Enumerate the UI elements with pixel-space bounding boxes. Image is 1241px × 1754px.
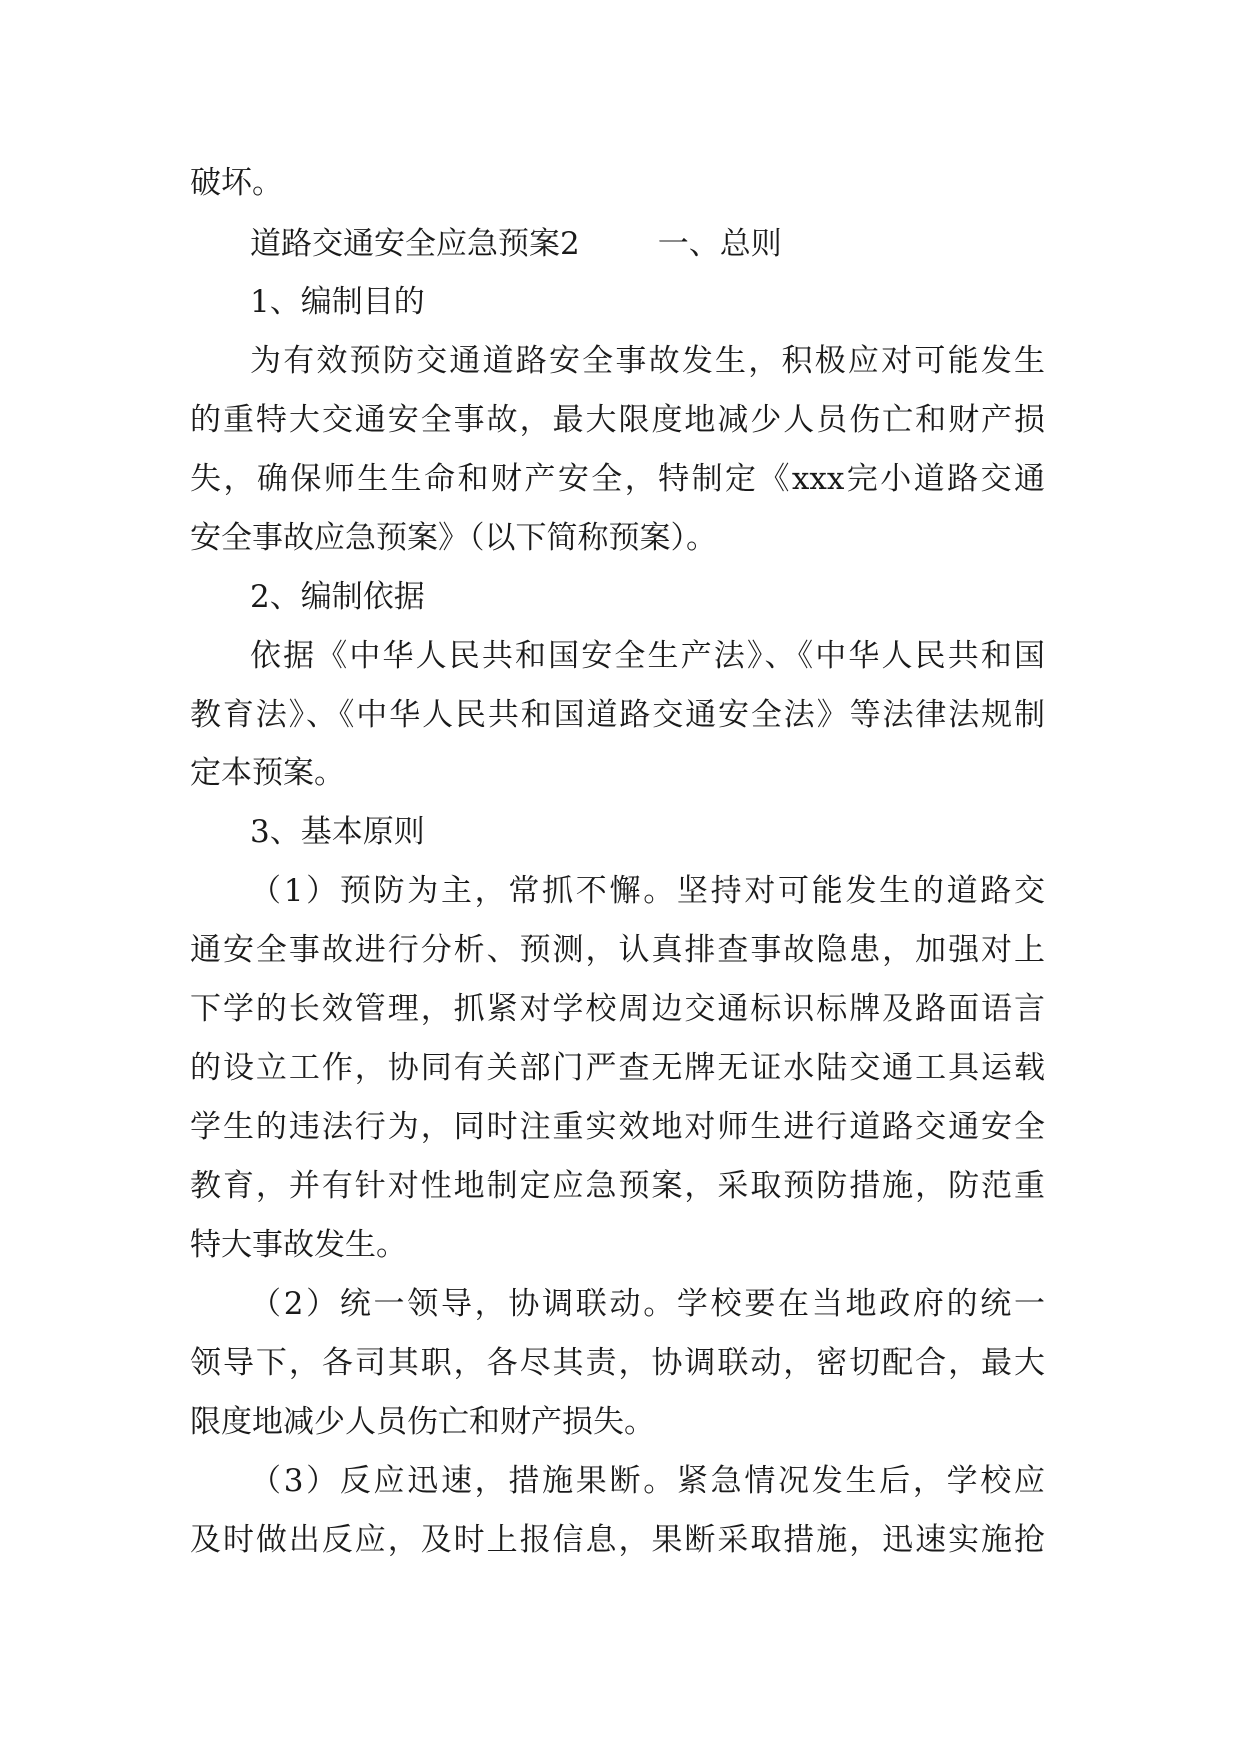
paragraph-line: 特大事故发生。 bbox=[190, 1227, 407, 1263]
paragraph-line: 学生的违法行为，同时注重实效地对师生进行道路交通安全 bbox=[190, 1109, 1045, 1145]
paragraph-line: 安全事故应急预案》（以下简称预案）。 bbox=[190, 520, 717, 556]
paragraph-line: （2）统一领导，协调联动。学校要在当地政府的统一 bbox=[250, 1286, 1045, 1322]
paragraph-line: 通安全事故进行分析、预测，认真排查事故隐患，加强对上 bbox=[190, 932, 1045, 968]
paragraph-line: （1）预防为主，常抓不懈。坚持对可能发生的道路交 bbox=[250, 873, 1045, 909]
paragraph-line: 的设立工作，协同有关部门严查无牌无证水陆交通工具运载 bbox=[190, 1050, 1045, 1086]
section-heading-line bbox=[250, 214, 782, 274]
paragraph-line: 下学的长效管理，抓紧对学校周边交通标识标牌及路面语言 bbox=[190, 991, 1045, 1027]
paragraph-line: 失，确保师生生命和财产安全，特制定《xxx完小道路交通 bbox=[190, 461, 1045, 497]
paragraph-line: 依据《中华人民共和国安全生产法》、《中华人民共和国 bbox=[250, 638, 1045, 674]
section-heading: 一、总则 bbox=[657, 226, 782, 262]
subsection-heading: 3、基本原则 bbox=[250, 814, 425, 850]
paragraph-line: 限度地减少人员伤亡和财产损失。 bbox=[190, 1404, 655, 1440]
paragraph-line: 领导下，各司其职，各尽其责，协调联动，密切配合，最大 bbox=[190, 1345, 1045, 1381]
paragraph-line: （3）反应迅速，措施果断。紧急情况发生后，学校应 bbox=[250, 1463, 1045, 1499]
paragraph-line: 的重特大交通安全事故，最大限度地减少人员伤亡和财产损 bbox=[190, 402, 1045, 438]
paragraph-line: 教育法》、《中华人民共和国道路交通安全法》等法律法规制 bbox=[190, 697, 1045, 733]
paragraph-line: 为有效预防交通道路安全事故发生，积极应对可能发生 bbox=[250, 343, 1045, 379]
paragraph-line: 定本预案。 bbox=[190, 755, 345, 791]
paragraph-line: 及时做出反应，及时上报信息，果断采取措施，迅速实施抢 bbox=[190, 1522, 1045, 1558]
subsection-heading: 2、编制依据 bbox=[250, 579, 425, 615]
text-line: 破坏。 bbox=[190, 165, 283, 201]
subsection-heading: 1、编制目的 bbox=[250, 284, 425, 320]
paragraph-line: 教育，并有针对性地制定应急预案，采取预防措施，防范重 bbox=[190, 1168, 1045, 1204]
document-title: 道路交通安全应急预案2 bbox=[250, 226, 580, 262]
